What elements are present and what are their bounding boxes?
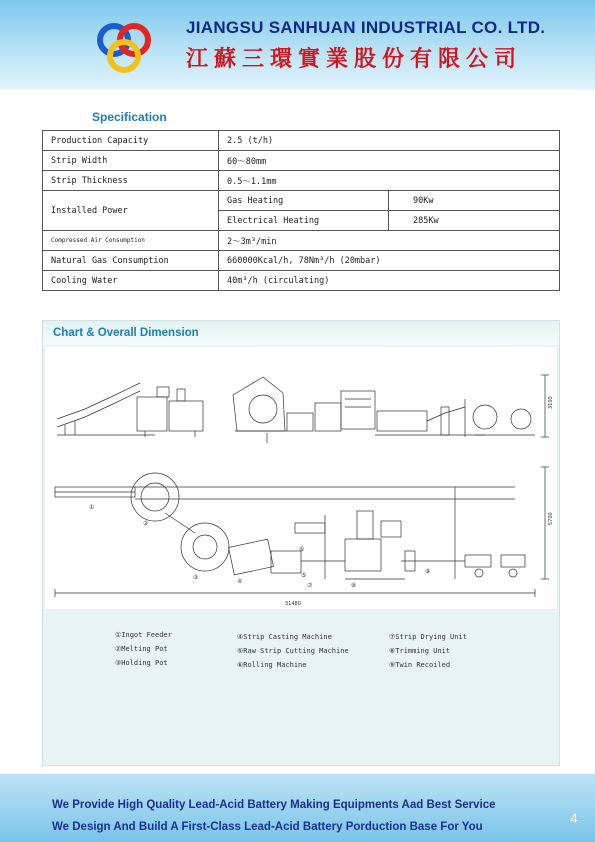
- spec-value: 660000Kcal/h, 78Nm³/h (20mbar): [219, 251, 560, 271]
- spec-label: Installed Power: [43, 191, 219, 231]
- callout-9: ⑨: [425, 568, 431, 575]
- legend-item: ⑧Trimming Unit: [389, 647, 451, 655]
- spec-label: Compressed Air Consumption: [43, 231, 219, 251]
- legend-item: ③Holding Pot: [115, 659, 168, 667]
- callout-3: ③: [193, 574, 199, 581]
- spec-value: 2.5 (t/h): [219, 131, 560, 151]
- callout-7: ⑦: [307, 582, 313, 589]
- spec-sub-label: Gas Heating: [219, 191, 389, 211]
- page-footer: [0, 774, 595, 842]
- width-dimension-label: 5700: [548, 512, 554, 525]
- spec-label: Natural Gas Consumption: [43, 251, 219, 271]
- side-elevation-view: [57, 375, 549, 443]
- table-row: [43, 151, 560, 171]
- table-row: [43, 251, 560, 271]
- equipment-legend: [43, 621, 559, 681]
- specification-table: [42, 130, 560, 291]
- company-name-en: JIANGSU SANHUAN INDUSTRIAL CO. LTD.: [186, 18, 546, 37]
- page-number: 4: [570, 810, 578, 826]
- spec-sub-label: Electrical Heating: [219, 211, 389, 231]
- callout-markers: [89, 504, 430, 589]
- chart-panel: [42, 320, 560, 766]
- spec-value: 2～3m³/min: [219, 231, 560, 251]
- legend-item: ⑨Twin Recoiled: [389, 661, 451, 669]
- legend-item: ⑦Strip Drying Unit: [389, 633, 467, 641]
- legend-item: ⑤Raw Strip Cutting Machine: [237, 647, 349, 655]
- length-dimension-label: 31480: [285, 601, 301, 607]
- table-row: [43, 231, 560, 251]
- spec-label: Strip Thickness: [43, 171, 219, 191]
- spec-sub-value: 285Kw: [389, 211, 560, 231]
- legend-item: ④Strip Casting Machine: [237, 633, 332, 641]
- callout-8: ⑧: [351, 582, 357, 589]
- table-row: [43, 171, 560, 191]
- callout-2: ②: [143, 520, 149, 527]
- legend-item: ②Melting Pot: [115, 645, 168, 653]
- specification-heading: Specification: [92, 110, 167, 124]
- footer-slogan-1: We Provide High Quality Lead-Acid Battery Making Equipments Aad Best Service: [52, 799, 496, 811]
- chart-heading-bar: [43, 321, 559, 345]
- legend-item: ①Ingot Feeder: [115, 631, 172, 639]
- overall-dimension-drawing: [45, 347, 557, 609]
- table-row: [43, 271, 560, 291]
- table-row: [43, 131, 560, 151]
- legend-item: ⑥Rolling Machine: [237, 661, 307, 669]
- spec-value: 40m³/h (circulating): [219, 271, 560, 291]
- callout-4: ④: [237, 578, 243, 585]
- spec-sub-value: 90Kw: [389, 191, 560, 211]
- height-dimension-label: 3100: [548, 396, 554, 409]
- spec-label: Production Capacity: [43, 131, 219, 151]
- company-name-cn: 江蘇三環實業股份有限公司: [186, 46, 523, 72]
- table-row: [43, 191, 560, 211]
- callout-1: ①: [89, 504, 95, 511]
- callout-5: ⑤: [301, 572, 307, 579]
- spec-label: Strip Width: [43, 151, 219, 171]
- chart-heading: Chart & Overall Dimension: [53, 327, 199, 339]
- three-rings-logo-icon: [92, 16, 156, 76]
- page-header: [0, 0, 595, 90]
- spec-value: 60～80mm: [219, 151, 560, 171]
- callout-6: ⑥: [299, 546, 305, 553]
- spec-value: 0.5～1.1mm: [219, 171, 560, 191]
- footer-slogan-2: We Design And Build A First-Class Lead-Acid Battery Porduction Base For You: [52, 821, 483, 833]
- spec-label: Cooling Water: [43, 271, 219, 291]
